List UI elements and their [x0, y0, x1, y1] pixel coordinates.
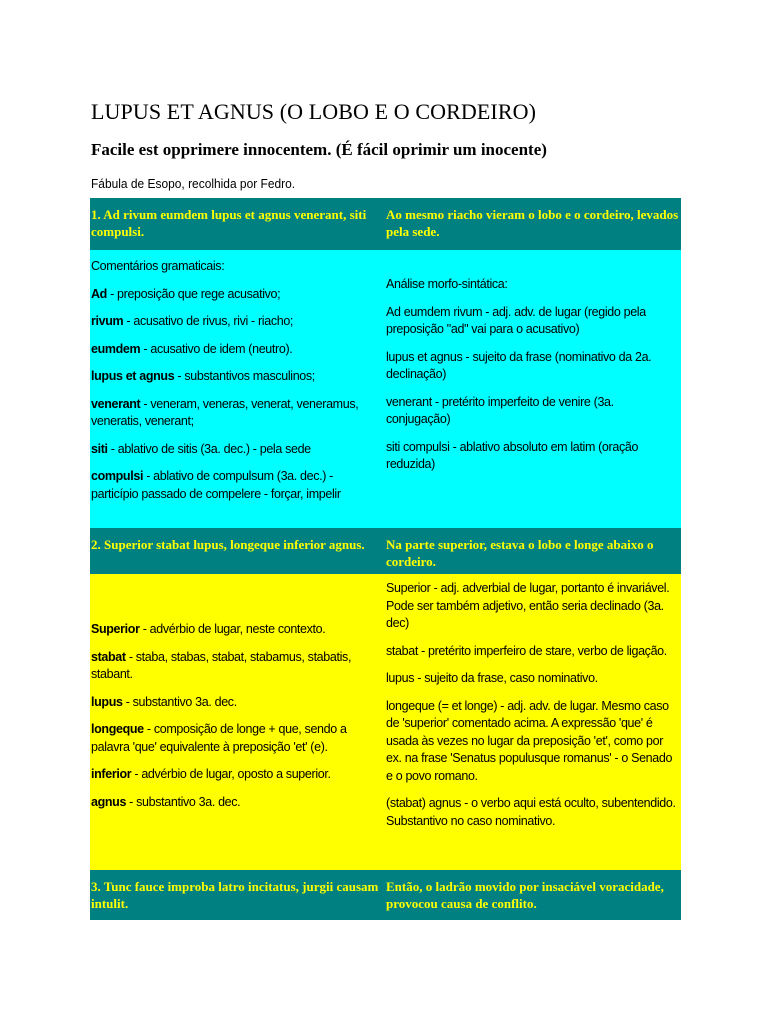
latin-sentence: 2. Superior stabat lupus, longeque inferior agnus.	[90, 528, 383, 574]
section-2-body-row	[90, 574, 681, 870]
grammar-item	[91, 368, 381, 386]
analysis-item: Análise morfo-sintática:	[386, 277, 508, 291]
page-subtitle: Facile est opprimere innocentem. (É fácil oprimir um inocente)	[91, 140, 547, 159]
grammar-heading: Comentários gramaticais:	[91, 259, 225, 273]
section-2-header-row	[90, 528, 681, 574]
translation-sentence: Na parte superior, estava o lobo e longe abaixo o cordeiro.	[383, 528, 681, 574]
syntax-analysis	[383, 574, 681, 870]
section-3-header-row	[90, 870, 681, 920]
grammar-text: - substantivo 3a. dec.	[122, 694, 237, 709]
analysis-item: venerant - pretérito imperfeito de venire (3a. conjugação)	[386, 394, 614, 426]
analysis-item: stabat - pretérito imperfeiro de stare, verbo de ligação.	[386, 643, 667, 658]
grammar-text: - acusativo de idem (neutro).	[140, 341, 293, 356]
grammar-item	[91, 694, 381, 712]
grammar-term: lupus et agnus	[91, 369, 175, 383]
analysis-item: lupus et agnus - sujeito da frase (nominativo da 2a. declinação)	[386, 349, 652, 381]
intro-text: Fábula de Esopo, recolhida por Fedro.	[91, 176, 296, 191]
analysis-item: longeque (= et longe) - adj. adv. de lugar. Mesmo caso de 'superior' comentado acima. A expressão 'que' é usada às vezes no lugar da preposição 'et', como por ex. na frase 'Senatus populusque romanus' - o Senado e o povo romano.	[386, 698, 673, 783]
grammar-item	[91, 721, 381, 756]
grammar-term: stabat	[91, 649, 126, 664]
grammar-item	[91, 341, 381, 359]
grammar-term: siti	[91, 441, 108, 456]
grammar-item	[91, 286, 381, 304]
grammar-comments	[90, 250, 383, 528]
grammar-term: inferior	[91, 767, 132, 781]
grammar-text: - preposição que rege acusativo;	[106, 286, 281, 301]
translation-sentence: Então, o ladrão movido por insaciável voracidade, provocou causa de conflito.	[383, 870, 681, 920]
analysis-item: lupus - sujeito da frase, caso nominativo.	[386, 671, 598, 685]
section-1-body-row	[90, 250, 681, 528]
grammar-comments	[90, 574, 383, 870]
page-title: LUPUS ET AGNUS (O LOBO E O CORDEIRO)	[91, 99, 537, 124]
grammar-text: - advérbio de lugar, oposto a superior.	[131, 767, 331, 781]
grammar-term: venerant	[91, 396, 141, 411]
grammar-term: compulsi	[91, 469, 144, 483]
analysis-item: Superior - adj. adverbial de lugar, portanto é invariável. Pode ser também adjetivo, então seria declinado (3a. dec)	[386, 581, 670, 630]
grammar-item	[91, 621, 381, 639]
section-1-header-row	[90, 198, 681, 250]
grammar-item	[91, 649, 381, 684]
analysis-item: Ad eumdem rivum - adj. adv. de lugar (regido pela preposição "ad" vai para o acusativo)	[386, 304, 646, 336]
grammar-text: - ablativo de compulsum (3a. dec.) - particípio passado de compelere - forçar, impelir	[91, 469, 341, 501]
grammar-item	[91, 766, 381, 784]
grammar-item	[91, 468, 381, 503]
grammar-text: - staba, stabas, stabat, stabamus, stabatis, stabant.	[91, 649, 352, 681]
latin-sentence: 3. Tunc fauce improba latro incitatus, jurgii causam intulit.	[90, 870, 383, 920]
grammar-text: - ablativo de sitis (3a. dec.) - pela sede	[107, 441, 311, 456]
grammar-item	[91, 794, 381, 812]
translation-sentence: Ao mesmo riacho vieram o lobo e o cordeiro, levados pela sede.	[383, 198, 681, 250]
fable-table	[90, 198, 681, 920]
grammar-text: - advérbio de lugar, neste contexto.	[139, 622, 326, 636]
analysis-item: (stabat) agnus - o verbo aqui está oculto, subentendido. Substantivo no caso nominativo.	[386, 796, 676, 828]
grammar-term: eumdem	[91, 341, 141, 356]
grammar-term: rivum	[91, 314, 124, 328]
grammar-item	[91, 313, 381, 331]
grammar-term: agnus	[91, 794, 127, 809]
syntax-analysis	[383, 250, 681, 528]
latin-sentence: 1. Ad rivum eumdem lupus et agnus venerant, siti compulsi.	[90, 198, 383, 250]
grammar-text: - substantivo 3a. dec.	[126, 794, 241, 809]
analysis-item: siti compulsi - ablativo absoluto em latim (oração reduzida)	[386, 439, 639, 471]
grammar-term: lupus	[91, 694, 123, 709]
grammar-text: - veneram, veneras, venerat, veneramus, veneratis, venerant;	[91, 396, 359, 428]
grammar-item	[91, 396, 381, 431]
grammar-term: longeque	[91, 722, 144, 736]
grammar-text: - composição de longe + que, sendo a palavra 'que' equivalente à preposição 'et' (e).	[91, 722, 347, 754]
grammar-term: Superior	[91, 622, 140, 636]
grammar-text: - substantivos masculinos;	[174, 369, 315, 383]
grammar-text: - acusativo de rivus, rivi - riacho;	[123, 314, 294, 328]
grammar-term: Ad	[91, 286, 107, 301]
grammar-item	[91, 441, 381, 459]
